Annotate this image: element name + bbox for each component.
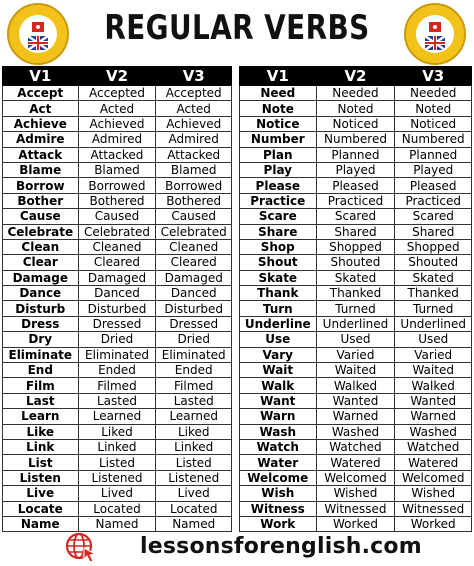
verb-cell-v3: Wished bbox=[395, 486, 472, 501]
verb-cell-v1: Vary bbox=[240, 347, 317, 362]
verb-cell-v3: Caused bbox=[156, 209, 232, 224]
verb-cell-v3: Wanted bbox=[395, 393, 472, 408]
table-row bbox=[3, 332, 232, 347]
verb-cell-v2: Walked bbox=[316, 378, 395, 393]
verb-cell-v2: Blamed bbox=[78, 162, 156, 177]
table-row bbox=[240, 162, 472, 177]
table-row bbox=[240, 347, 472, 362]
verb-cell-v1: Need bbox=[240, 86, 317, 101]
verb-cell-v1: Witness bbox=[240, 501, 317, 516]
verb-cell-v3: Damaged bbox=[156, 270, 232, 285]
verb-cell-v1: Celebrate bbox=[3, 224, 79, 239]
verb-cell-v2: Noted bbox=[316, 101, 395, 116]
verb-cell-v1: Shop bbox=[240, 239, 317, 254]
verb-cell-v3: Bothered bbox=[156, 193, 232, 208]
verb-cell-v3: Witnessed bbox=[395, 501, 472, 516]
verb-cell-v2: Dressed bbox=[78, 316, 156, 331]
page-title: REGULAR VERBS bbox=[104, 8, 370, 48]
table-row bbox=[3, 363, 232, 378]
table-row bbox=[3, 424, 232, 439]
table-row bbox=[3, 286, 232, 301]
verb-cell-v3: Acted bbox=[156, 101, 232, 116]
verb-cell-v1: Shout bbox=[240, 255, 317, 270]
verb-cell-v3: Named bbox=[156, 516, 232, 531]
table-row bbox=[3, 239, 232, 254]
verb-cell-v3: Linked bbox=[156, 439, 232, 454]
verb-cell-v2: Turned bbox=[316, 301, 395, 316]
table-row bbox=[240, 332, 472, 347]
verb-cell-v2: Lasted bbox=[78, 393, 156, 408]
verb-cell-v2: Skated bbox=[316, 270, 395, 285]
verb-cell-v3: Cleaned bbox=[156, 239, 232, 254]
verb-cell-v2: Warned bbox=[316, 409, 395, 424]
verb-cell-v3: Varied bbox=[395, 347, 472, 362]
verb-cell-v1: Note bbox=[240, 101, 317, 116]
verb-cell-v3: Used bbox=[395, 332, 472, 347]
table-row bbox=[240, 132, 472, 147]
verb-cell-v1: Walk bbox=[240, 378, 317, 393]
table-row bbox=[3, 209, 232, 224]
verb-cell-v3: Danced bbox=[156, 286, 232, 301]
verb-cell-v1: Accept bbox=[3, 86, 79, 101]
verb-cell-v2: Washed bbox=[316, 424, 395, 439]
table-row bbox=[3, 409, 232, 424]
verb-cell-v3: Noticed bbox=[395, 116, 472, 131]
verb-cell-v1: Learn bbox=[3, 409, 79, 424]
header-v3: V3 bbox=[395, 67, 472, 86]
verb-cell-v2: Listened bbox=[78, 470, 156, 485]
verb-cell-v2: Achieved bbox=[78, 116, 156, 131]
verb-cell-v2: Damaged bbox=[78, 270, 156, 285]
verb-cell-v3: Accepted bbox=[156, 86, 232, 101]
table-row bbox=[240, 409, 472, 424]
verb-cell-v2: Varied bbox=[316, 347, 395, 362]
verb-cell-v1: Want bbox=[240, 393, 317, 408]
verb-cell-v2: Played bbox=[316, 162, 395, 177]
table-row bbox=[3, 378, 232, 393]
verb-cell-v1: Cause bbox=[3, 209, 79, 224]
verb-cell-v2: Named bbox=[78, 516, 156, 531]
verb-cell-v1: Link bbox=[3, 439, 79, 454]
verb-cell-v2: Ended bbox=[78, 363, 156, 378]
table-row bbox=[240, 455, 472, 470]
table-row bbox=[3, 470, 232, 485]
verb-cell-v2: Acted bbox=[78, 101, 156, 116]
verb-cell-v3: Walked bbox=[395, 378, 472, 393]
table-row bbox=[3, 147, 232, 162]
verb-cell-v1: Dry bbox=[3, 332, 79, 347]
header-v2: V2 bbox=[78, 67, 156, 86]
verb-cell-v1: Clear bbox=[3, 255, 79, 270]
header-v2: V2 bbox=[316, 67, 395, 86]
verb-cell-v1: Please bbox=[240, 178, 317, 193]
verb-cell-v2: Liked bbox=[78, 424, 156, 439]
table-row bbox=[240, 255, 472, 270]
table-row bbox=[3, 455, 232, 470]
table-row bbox=[240, 439, 472, 454]
verb-cell-v1: Welcome bbox=[240, 470, 317, 485]
verb-cell-v1: Plan bbox=[240, 147, 317, 162]
verb-cell-v1: Warn bbox=[240, 409, 317, 424]
globe-cursor-icon bbox=[64, 531, 98, 563]
footer bbox=[0, 530, 474, 564]
verbs-table-left bbox=[2, 66, 232, 532]
table-row bbox=[3, 347, 232, 362]
table-row bbox=[240, 316, 472, 331]
verb-cell-v2: Filmed bbox=[78, 378, 156, 393]
verb-cell-v3: Blamed bbox=[156, 162, 232, 177]
verb-cell-v3: Shopped bbox=[395, 239, 472, 254]
table-header-row bbox=[3, 67, 232, 86]
verb-cell-v2: Witnessed bbox=[316, 501, 395, 516]
verb-cell-v1: Wait bbox=[240, 363, 317, 378]
verb-cell-v1: Dance bbox=[3, 286, 79, 301]
verb-cell-v3: Needed bbox=[395, 86, 472, 101]
verb-cell-v1: Live bbox=[3, 486, 79, 501]
verb-cell-v1: Disturb bbox=[3, 301, 79, 316]
verb-cell-v3: Watered bbox=[395, 455, 472, 470]
table-header-row bbox=[240, 67, 472, 86]
verb-cell-v2: Accepted bbox=[78, 86, 156, 101]
table-row bbox=[240, 378, 472, 393]
verb-cell-v2: Underlined bbox=[316, 316, 395, 331]
site-logo-left bbox=[6, 2, 70, 66]
table-row bbox=[240, 86, 472, 101]
table-row bbox=[3, 301, 232, 316]
verb-cell-v2: Thanked bbox=[316, 286, 395, 301]
table-row bbox=[240, 239, 472, 254]
verb-cell-v2: Listed bbox=[78, 455, 156, 470]
table-row bbox=[240, 470, 472, 485]
table-row bbox=[240, 116, 472, 131]
verb-cell-v3: Turned bbox=[395, 301, 472, 316]
table-row bbox=[240, 501, 472, 516]
verb-cell-v3: Achieved bbox=[156, 116, 232, 131]
verb-cell-v3: Dried bbox=[156, 332, 232, 347]
table-row bbox=[3, 178, 232, 193]
verb-cell-v2: Wanted bbox=[316, 393, 395, 408]
verb-cell-v3: Listened bbox=[156, 470, 232, 485]
verb-cell-v2: Borrowed bbox=[78, 178, 156, 193]
verb-cell-v1: Last bbox=[3, 393, 79, 408]
verb-cell-v1: Blame bbox=[3, 162, 79, 177]
verb-cell-v2: Practiced bbox=[316, 193, 395, 208]
table-row bbox=[3, 86, 232, 101]
verb-cell-v2: Planned bbox=[316, 147, 395, 162]
verb-cell-v3: Warned bbox=[395, 409, 472, 424]
website-url[interactable]: lessonsforenglish.com bbox=[140, 534, 422, 559]
table-row bbox=[3, 101, 232, 116]
verb-cell-v2: Dried bbox=[78, 332, 156, 347]
verb-cell-v3: Shared bbox=[395, 224, 472, 239]
verb-cell-v3: Liked bbox=[156, 424, 232, 439]
verb-cell-v1: Wish bbox=[240, 486, 317, 501]
table-row bbox=[240, 101, 472, 116]
verb-cell-v1: Play bbox=[240, 162, 317, 177]
verb-cell-v1: Underline bbox=[240, 316, 317, 331]
table-row bbox=[240, 363, 472, 378]
verb-cell-v2: Attacked bbox=[78, 147, 156, 162]
verb-cell-v3: Numbered bbox=[395, 132, 472, 147]
verb-cell-v1: Work bbox=[240, 516, 317, 531]
table-row bbox=[3, 132, 232, 147]
verb-cell-v2: Pleased bbox=[316, 178, 395, 193]
verb-cell-v3: Underlined bbox=[395, 316, 472, 331]
verb-cell-v2: Located bbox=[78, 501, 156, 516]
table-row bbox=[3, 439, 232, 454]
verb-cell-v1: Damage bbox=[3, 270, 79, 285]
verb-cell-v3: Scared bbox=[395, 209, 472, 224]
verb-cell-v2: Used bbox=[316, 332, 395, 347]
verb-cell-v1: Watch bbox=[240, 439, 317, 454]
verb-cell-v2: Admired bbox=[78, 132, 156, 147]
verb-cell-v1: Borrow bbox=[3, 178, 79, 193]
verb-cell-v3: Filmed bbox=[156, 378, 232, 393]
verb-cell-v3: Lived bbox=[156, 486, 232, 501]
verb-cell-v3: Listed bbox=[156, 455, 232, 470]
table-row bbox=[3, 116, 232, 131]
verb-cell-v1: Water bbox=[240, 455, 317, 470]
verb-cell-v2: Wished bbox=[316, 486, 395, 501]
verb-cell-v1: Notice bbox=[240, 116, 317, 131]
verb-cell-v3: Learned bbox=[156, 409, 232, 424]
verb-cell-v1: Dress bbox=[3, 316, 79, 331]
verb-cell-v2: Noticed bbox=[316, 116, 395, 131]
table-row bbox=[240, 270, 472, 285]
verb-cell-v1: Wash bbox=[240, 424, 317, 439]
verb-cell-v3: Watched bbox=[395, 439, 472, 454]
verb-cell-v3: Disturbed bbox=[156, 301, 232, 316]
verb-cell-v3: Planned bbox=[395, 147, 472, 162]
header-v3: V3 bbox=[156, 67, 232, 86]
table-row bbox=[3, 316, 232, 331]
header-v1: V1 bbox=[3, 67, 79, 86]
table-row bbox=[240, 193, 472, 208]
table-row bbox=[3, 393, 232, 408]
verb-cell-v1: Scare bbox=[240, 209, 317, 224]
verb-cell-v2: Shared bbox=[316, 224, 395, 239]
table-row bbox=[240, 486, 472, 501]
verb-cell-v3: Ended bbox=[156, 363, 232, 378]
table-row bbox=[3, 162, 232, 177]
verb-cell-v2: Celebrated bbox=[78, 224, 156, 239]
verb-cell-v1: Name bbox=[3, 516, 79, 531]
verb-cell-v3: Located bbox=[156, 501, 232, 516]
verb-cell-v3: Welcomed bbox=[395, 470, 472, 485]
verb-cell-v3: Pleased bbox=[395, 178, 472, 193]
verb-cell-v3: Borrowed bbox=[156, 178, 232, 193]
verb-cell-v3: Played bbox=[395, 162, 472, 177]
verb-cell-v1: Practice bbox=[240, 193, 317, 208]
verb-cell-v2: Numbered bbox=[316, 132, 395, 147]
table-row bbox=[3, 255, 232, 270]
verb-cell-v1: Attack bbox=[3, 147, 79, 162]
verb-cell-v1: Act bbox=[3, 101, 79, 116]
table-row bbox=[240, 286, 472, 301]
verb-cell-v1: Admire bbox=[3, 132, 79, 147]
verb-cell-v3: Admired bbox=[156, 132, 232, 147]
verb-cell-v1: Skate bbox=[240, 270, 317, 285]
verb-cell-v1: Thank bbox=[240, 286, 317, 301]
verb-cell-v2: Learned bbox=[78, 409, 156, 424]
verb-cell-v3: Celebrated bbox=[156, 224, 232, 239]
verb-cell-v2: Danced bbox=[78, 286, 156, 301]
table-row bbox=[240, 178, 472, 193]
table-row bbox=[3, 486, 232, 501]
verb-cell-v3: Dressed bbox=[156, 316, 232, 331]
verb-cell-v1: Listen bbox=[3, 470, 79, 485]
table-row bbox=[3, 270, 232, 285]
verb-cell-v1: Bother bbox=[3, 193, 79, 208]
verb-cell-v2: Cleaned bbox=[78, 239, 156, 254]
verb-cell-v2: Scared bbox=[316, 209, 395, 224]
verb-cell-v3: Attacked bbox=[156, 147, 232, 162]
verb-cell-v3: Eliminated bbox=[156, 347, 232, 362]
verb-cell-v3: Thanked bbox=[395, 286, 472, 301]
table-row bbox=[3, 224, 232, 239]
verb-cell-v2: Linked bbox=[78, 439, 156, 454]
verb-cell-v1: Share bbox=[240, 224, 317, 239]
logo-badge-icon bbox=[403, 2, 467, 66]
verb-cell-v1: Like bbox=[3, 424, 79, 439]
verb-cell-v2: Lived bbox=[78, 486, 156, 501]
verb-cell-v2: Eliminated bbox=[78, 347, 156, 362]
verb-cell-v2: Worked bbox=[316, 516, 395, 531]
verb-cell-v2: Watered bbox=[316, 455, 395, 470]
verb-cell-v2: Shopped bbox=[316, 239, 395, 254]
table-row bbox=[3, 501, 232, 516]
verb-cell-v2: Needed bbox=[316, 86, 395, 101]
table-row bbox=[240, 147, 472, 162]
verb-cell-v3: Lasted bbox=[156, 393, 232, 408]
verb-cell-v1: List bbox=[3, 455, 79, 470]
verb-cell-v2: Bothered bbox=[78, 193, 156, 208]
verb-cell-v3: Washed bbox=[395, 424, 472, 439]
table-row bbox=[3, 193, 232, 208]
verb-cell-v3: Cleared bbox=[156, 255, 232, 270]
verb-cell-v1: Eliminate bbox=[3, 347, 79, 362]
table-row bbox=[240, 209, 472, 224]
verb-cell-v3: Shouted bbox=[395, 255, 472, 270]
verb-cell-v3: Practiced bbox=[395, 193, 472, 208]
verb-cell-v2: Waited bbox=[316, 363, 395, 378]
verb-cell-v1: Number bbox=[240, 132, 317, 147]
verb-cell-v3: Skated bbox=[395, 270, 472, 285]
verb-cell-v3: Noted bbox=[395, 101, 472, 116]
verb-cell-v2: Watched bbox=[316, 439, 395, 454]
verb-cell-v1: Use bbox=[240, 332, 317, 347]
table-row bbox=[240, 224, 472, 239]
table-row bbox=[240, 393, 472, 408]
verb-cell-v3: Worked bbox=[395, 516, 472, 531]
table-row bbox=[240, 424, 472, 439]
verb-cell-v2: Caused bbox=[78, 209, 156, 224]
header-v1: V1 bbox=[240, 67, 317, 86]
verb-cell-v1: End bbox=[3, 363, 79, 378]
verb-cell-v1: Clean bbox=[3, 239, 79, 254]
verb-cell-v2: Shouted bbox=[316, 255, 395, 270]
verb-cell-v1: Turn bbox=[240, 301, 317, 316]
site-logo-right bbox=[403, 2, 467, 66]
verb-cell-v1: Locate bbox=[3, 501, 79, 516]
verb-cell-v2: Cleared bbox=[78, 255, 156, 270]
logo-badge-icon bbox=[6, 2, 70, 66]
verb-cell-v1: Achieve bbox=[3, 116, 79, 131]
verb-cell-v2: Welcomed bbox=[316, 470, 395, 485]
table-row bbox=[240, 301, 472, 316]
verb-cell-v1: Film bbox=[3, 378, 79, 393]
verb-cell-v3: Waited bbox=[395, 363, 472, 378]
verbs-table-right bbox=[239, 66, 472, 532]
verb-cell-v2: Disturbed bbox=[78, 301, 156, 316]
